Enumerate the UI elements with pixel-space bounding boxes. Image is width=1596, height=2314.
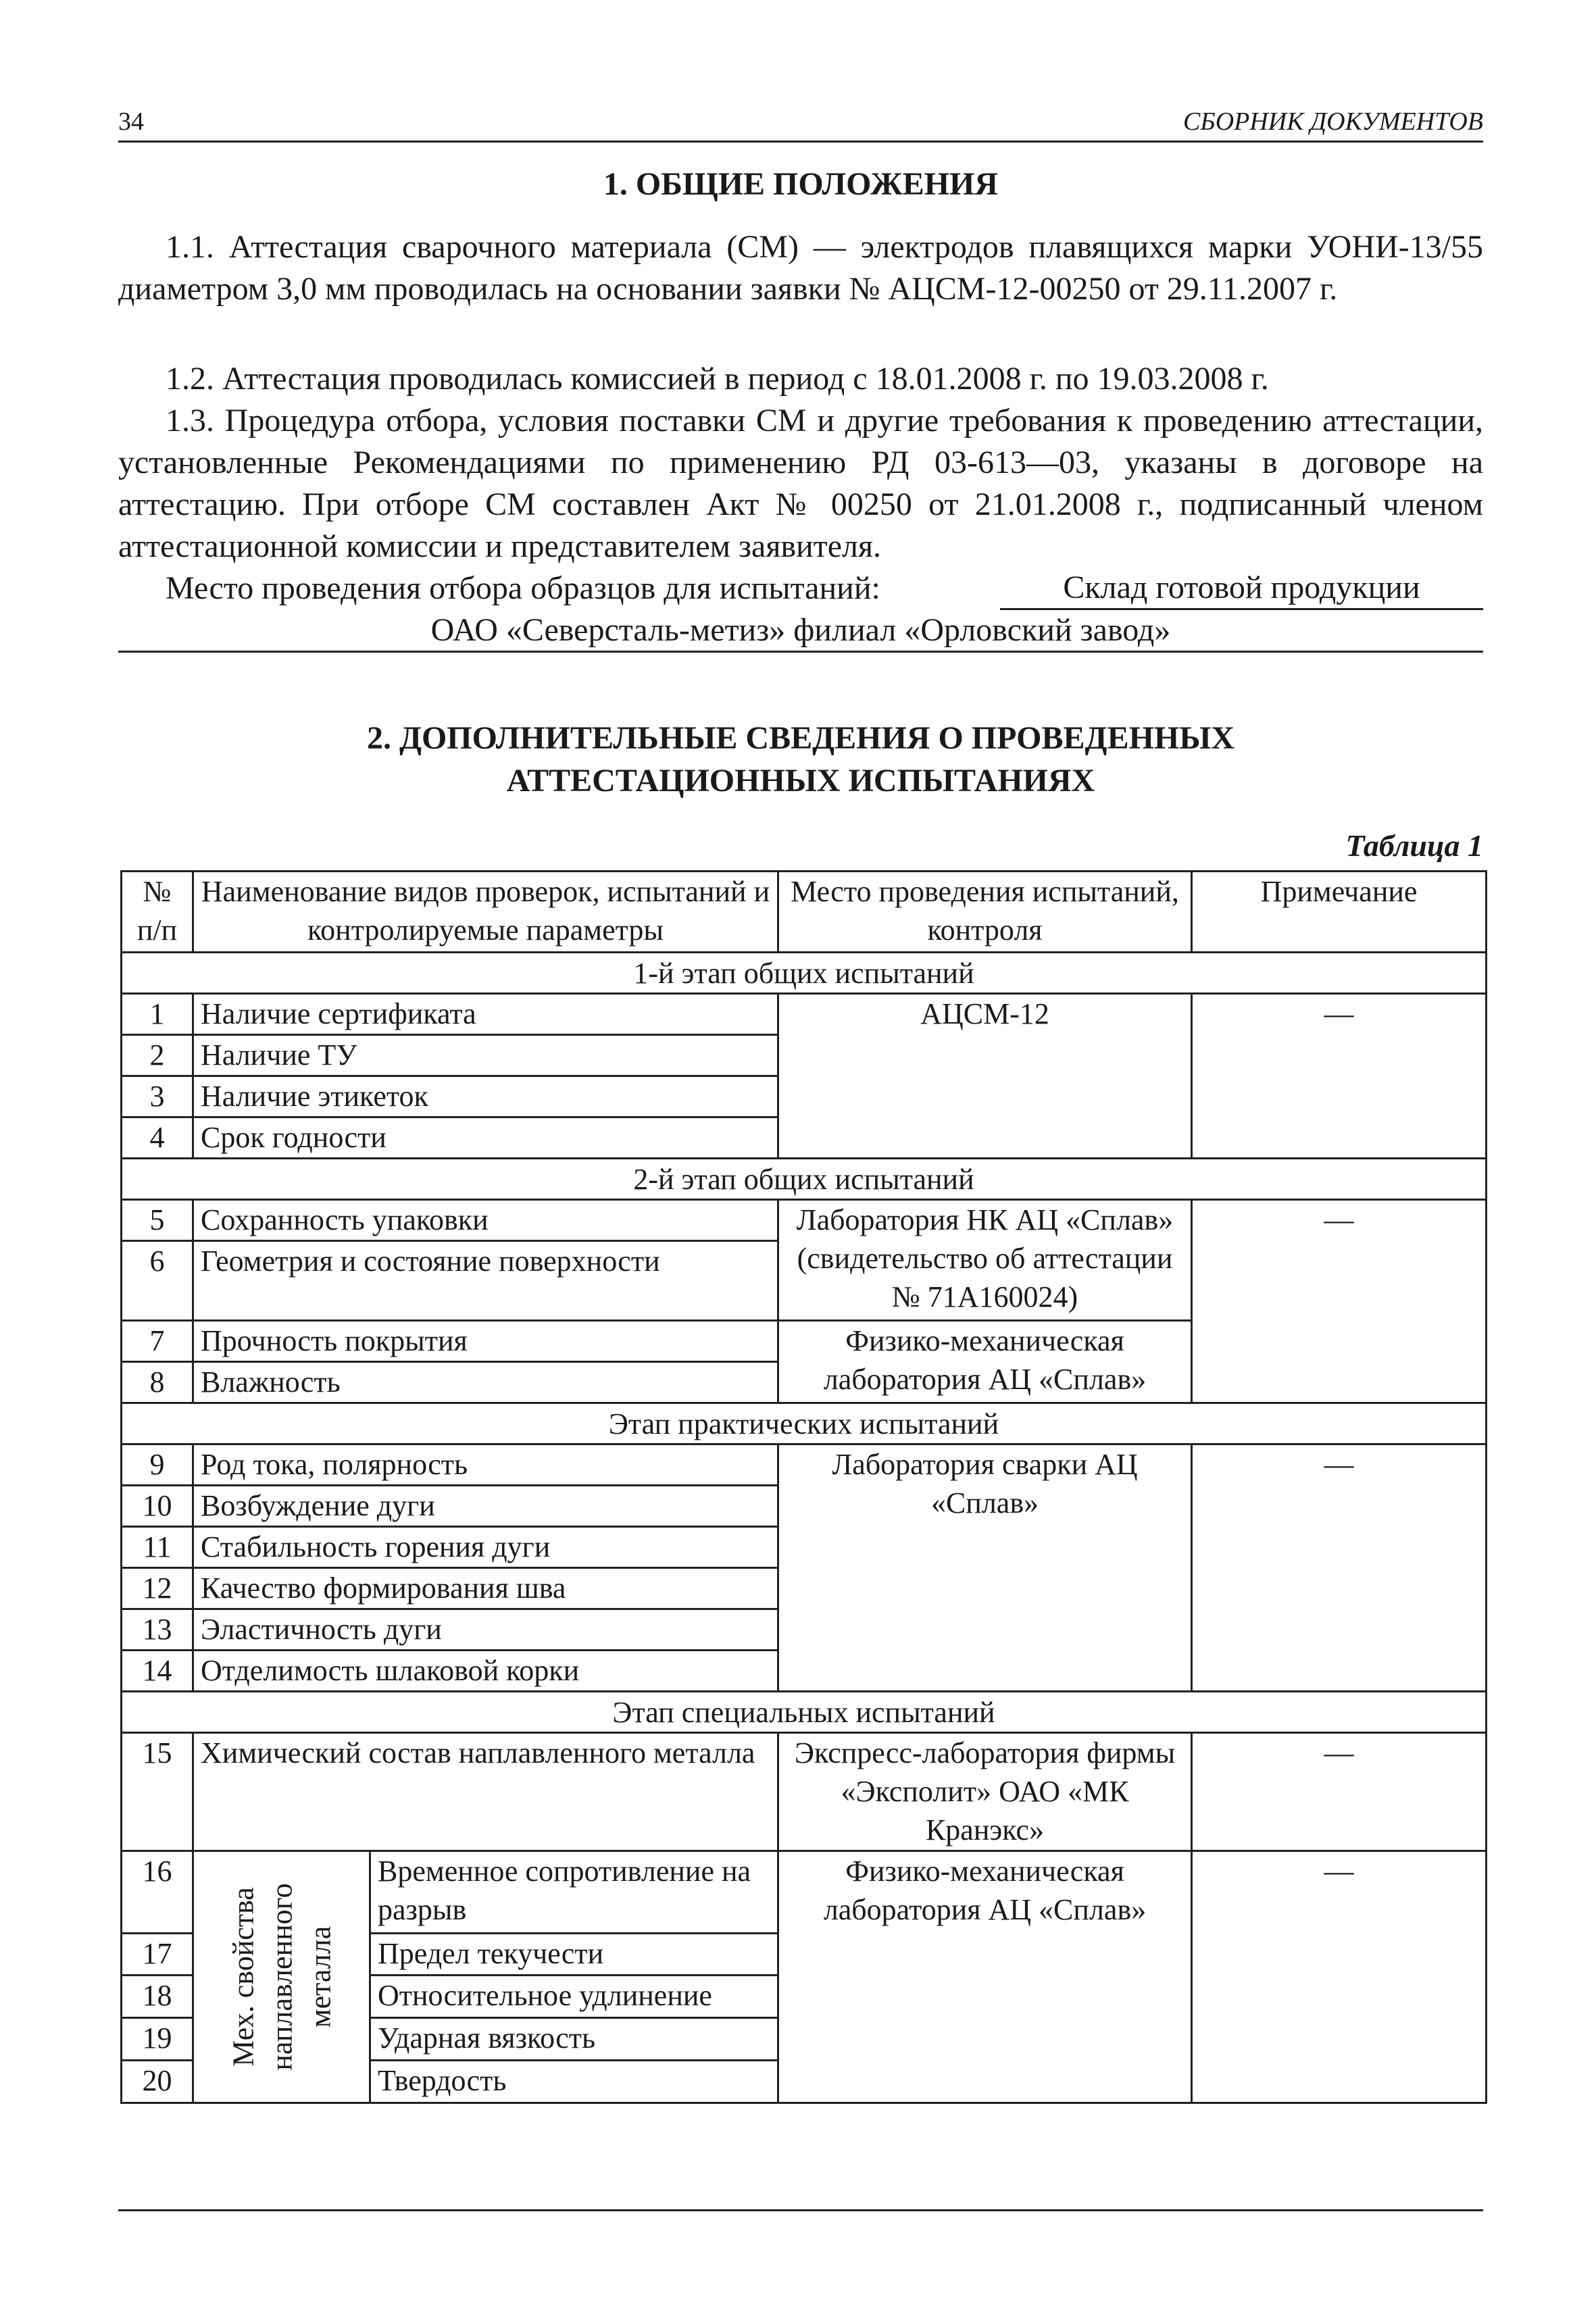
row-name: Род тока, полярность [193, 1444, 778, 1486]
row-name: Твердость [370, 2061, 778, 2103]
row-name: Влажность [193, 1362, 778, 1403]
row-name: Сохранность упаковки [193, 1200, 778, 1241]
mech-group-cell [193, 1851, 370, 2103]
note-practical: — [1192, 1444, 1487, 1692]
footer-rule [118, 2209, 1483, 2211]
stage-row [122, 1403, 1487, 1444]
row-name: Прочность покрытия [193, 1321, 778, 1362]
header-place: Место проведения испытаний, контроля [778, 872, 1192, 953]
page-header [118, 107, 1483, 141]
stage-row [122, 1692, 1487, 1733]
row-name: Наличие этикеток [193, 1076, 778, 1117]
sampling-place-value-2: ОАО «Северсталь-метиз» филиал «Орловский завод» [118, 610, 1483, 653]
note-mech: — [1192, 1851, 1487, 2103]
stage-practical-label: Этап практических испытаний [122, 1403, 1487, 1444]
header-num: № п/п [122, 872, 193, 953]
row-number: 7 [122, 1321, 193, 1362]
row-number: 16 [122, 1851, 193, 1934]
sampling-place-value-1: Склад готовой продукции [1000, 568, 1483, 610]
table-header-row [122, 872, 1487, 953]
row-number: 8 [122, 1362, 193, 1403]
place-stage-2b: Физико-механическая лаборатория АЦ «Сплав» [778, 1321, 1192, 1403]
row-number: 9 [122, 1444, 193, 1486]
row-name: Геометрия и состояние поверхности [193, 1241, 778, 1321]
row-name: Возбуждение дуги [193, 1486, 778, 1527]
place-chem: Экспресс-лаборатория фирмы «Эксполит» ОАО «МК Кранэкс» [778, 1733, 1192, 1851]
row-name: Наличие ТУ [193, 1035, 778, 1076]
page-number: 34 [118, 107, 144, 136]
section-2-title-line-1: 2. ДОПОЛНИТЕЛЬНЫЕ СВЕДЕНИЯ О ПРОВЕДЕННЫХ [366, 720, 1235, 756]
note-stage-1: — [1192, 994, 1487, 1159]
section-1-title: 1. ОБЩИЕ ПОЛОЖЕНИЯ [603, 166, 999, 202]
row-name: Химический состав наплавленного металла [193, 1733, 778, 1851]
table-row [122, 994, 1487, 1035]
place-practical: Лаборатория сварки АЦ «Сплав» [778, 1444, 1192, 1692]
row-number: 10 [122, 1486, 193, 1527]
row-number: 14 [122, 1651, 193, 1692]
row-name: Относительное удлинение [370, 1976, 778, 2018]
stage-special-label: Этап специальных испытаний [122, 1692, 1487, 1733]
table-caption: Таблица 1 [1345, 828, 1483, 863]
sampling-place-label: Место проведения отбора образцов для испытаний: [166, 570, 880, 606]
row-number: 18 [122, 1976, 193, 2018]
row-number: 20 [122, 2061, 193, 2103]
row-number: 15 [122, 1733, 193, 1851]
note-chem: — [1192, 1733, 1487, 1851]
paragraph-1-3: 1.3. Процедура отбора, условия поставки СМ и другие требования к проведению аттестации, установленные Рекомендациями по применению РД 03-613—03, указаны в договоре на аттестацию. При отборе СМ составлен Акт № 00250 от 21.01.2008 г., подписанный членом аттестационной комиссии и представителем заявителя. [118, 403, 1483, 564]
section-2-title-line-2: АТТЕСТАЦИОННЫХ ИСПЫТАНИЯХ [506, 763, 1095, 799]
row-name: Стабильность горения дуги [193, 1527, 778, 1568]
header-note: Примечание [1192, 872, 1487, 953]
stage-2-label: 2-й этап общих испытаний [122, 1159, 1487, 1200]
row-number: 11 [122, 1527, 193, 1568]
row-number: 2 [122, 1035, 193, 1076]
stage-row [122, 1159, 1487, 1200]
row-number: 4 [122, 1117, 193, 1159]
row-number: 12 [122, 1568, 193, 1609]
row-name: Качество формирования шва [193, 1568, 778, 1609]
row-name: Ударная вязкость [370, 2018, 778, 2061]
note-stage-2: — [1192, 1200, 1487, 1403]
row-number: 17 [122, 1933, 193, 1976]
row-name: Предел текучести [370, 1933, 778, 1976]
paragraph-1-1: 1.1. Аттестация сварочного материала (СМ) — электродов плавящихся марки УОНИ-13/55 диаметром 3,0 мм проводилась на основании заявки № АЦСМ-12-00250 от 29.11.2007 г. [118, 229, 1483, 307]
row-number: 13 [122, 1609, 193, 1651]
row-name: Эластичность дуги [193, 1609, 778, 1651]
row-number: 3 [122, 1076, 193, 1117]
row-name: Наличие сертификата [193, 994, 778, 1035]
paragraph-1-2: 1.2. Аттестация проводилась комиссией в период с 18.01.2008 г. по 19.03.2008 г. [166, 361, 1269, 397]
place-stage-2a: Лаборатория НК АЦ «Сплав» (свидетельство об аттестации № 71А160024) [778, 1200, 1192, 1321]
place-mech: Физико-механическая лаборатория АЦ «Сплав» [778, 1851, 1192, 2103]
running-title: СБОРНИК ДОКУМЕНТОВ [1182, 107, 1483, 136]
row-name: Срок годности [193, 1117, 778, 1159]
mech-group-label: Мех. свойства наплавленного металла [226, 1883, 336, 2071]
row-number: 1 [122, 994, 193, 1035]
row-number: 6 [122, 1241, 193, 1321]
table-row [122, 1200, 1487, 1241]
place-stage-1: АЦСМ-12 [778, 994, 1192, 1159]
tests-table [120, 870, 1487, 2104]
row-number: 5 [122, 1200, 193, 1241]
stage-1-label: 1-й этап общих испытаний [122, 953, 1487, 994]
table-row [122, 1444, 1487, 1486]
table-row [122, 1733, 1487, 1851]
row-number: 19 [122, 2018, 193, 2061]
table-row [122, 1851, 1487, 1934]
stage-row [122, 953, 1487, 994]
header-rule [118, 141, 1483, 143]
row-name: Временное сопротивление на разрыв [370, 1851, 778, 1934]
row-name: Отделимость шлаковой корки [193, 1651, 778, 1692]
header-name: Наименование видов проверок, испытаний и контролируемые параметры [193, 872, 778, 953]
